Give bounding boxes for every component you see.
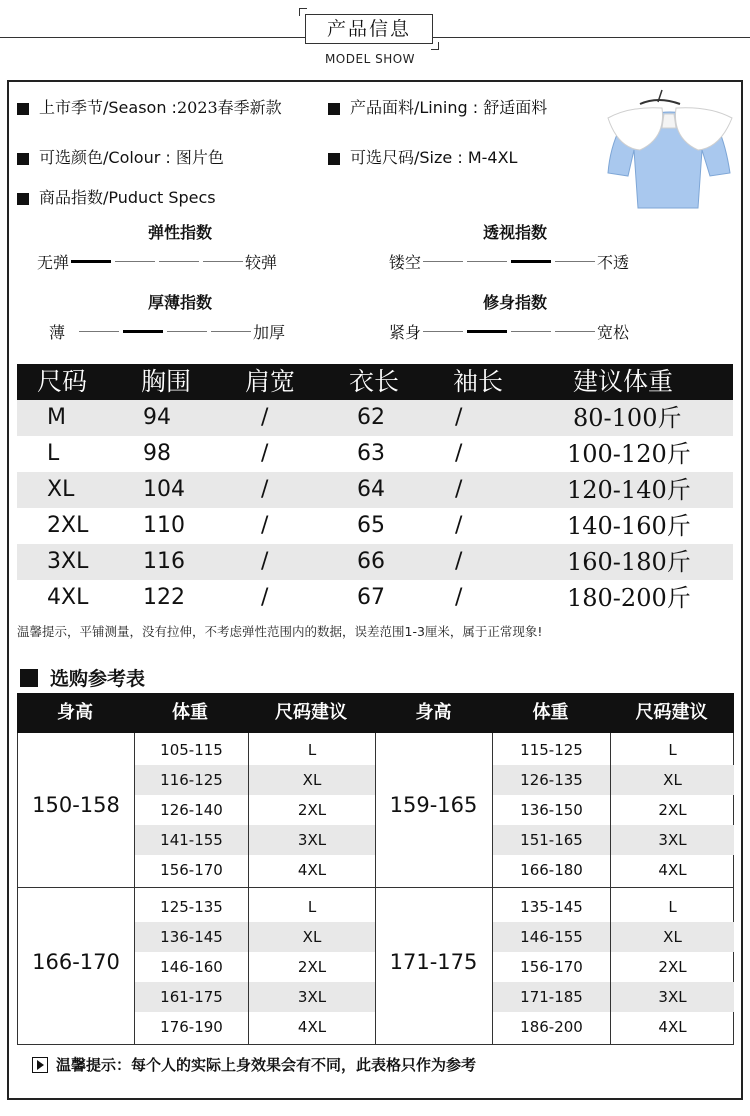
- size-table-row: [17, 436, 733, 472]
- ref-weight-cell: 161-175: [135, 982, 248, 1012]
- size-info: [328, 145, 517, 168]
- thickness-index-title: 厚薄指数: [147, 293, 212, 312]
- size-cell: XL: [47, 477, 75, 502]
- ref-size-cell: XL: [611, 922, 734, 952]
- sleeve-cell: /: [455, 477, 463, 502]
- scale-segment: [79, 331, 119, 332]
- ref-weight-cell: 116-125: [135, 765, 248, 795]
- ref-size-cell: 3XL: [611, 825, 734, 855]
- ref-header-cell: 体重: [172, 702, 208, 723]
- size-table-row: [17, 508, 733, 544]
- length-cell: 65: [357, 513, 385, 538]
- size-value: M-4XL: [467, 148, 518, 167]
- ref-size-cell: XL: [249, 765, 375, 795]
- ref-weight-cell: 146-155: [493, 922, 610, 952]
- chest-cell: 98: [143, 441, 171, 466]
- ref-size-cell: 4XL: [297, 861, 327, 879]
- weight-cell: 80-100斤: [573, 404, 682, 432]
- reference-table: [17, 693, 734, 1045]
- scale-right-label: 加厚: [253, 323, 286, 342]
- size-cell: 2XL: [47, 513, 89, 538]
- bullet-square-icon: [17, 103, 29, 115]
- size-table: [17, 364, 733, 616]
- scale-segment: [423, 261, 463, 262]
- colour-value: 图片色: [175, 148, 224, 167]
- ref-weight-cell: 156-170: [520, 958, 583, 976]
- length-cell: 66: [357, 549, 385, 574]
- fit-scale: [389, 320, 629, 343]
- scale-left-label: 无弹: [37, 253, 70, 272]
- ref-header-cell: 体重: [532, 702, 569, 723]
- scale-right-label: 不透: [597, 253, 630, 272]
- header-subtitle: MODEL SHOW: [324, 52, 416, 66]
- ref-size-cell: 2XL: [658, 801, 687, 819]
- ref-size-cell: L: [307, 741, 317, 759]
- length-cell: 67: [357, 585, 385, 610]
- size-header-cell: 建议体重: [573, 367, 674, 396]
- ref-header-cell: 尺码建议: [635, 702, 708, 723]
- shoulder-cell: /: [261, 585, 269, 610]
- fit-index-title: 修身指数: [482, 293, 547, 312]
- header-title: 产品信息: [326, 18, 411, 40]
- ref-weight-cell: 156-170: [160, 861, 223, 879]
- ref-size-cell: 3XL: [249, 825, 375, 855]
- ref-header-cell: 身高: [415, 702, 452, 723]
- ref-weight-cell: 115-125: [520, 741, 583, 759]
- specs-label: 商品指数/Puduct Specs: [39, 188, 216, 207]
- scale-right-label: 较弹: [245, 253, 278, 272]
- chest-cell: 110: [143, 513, 185, 538]
- season-info: [17, 95, 282, 118]
- weight-cell: 160-180斤: [567, 548, 691, 576]
- shoulder-cell: /: [261, 405, 269, 430]
- size-table-row: [17, 544, 733, 580]
- ref-size-cell: 4XL: [658, 861, 687, 879]
- ref-weight-cell: 126-135: [493, 765, 610, 795]
- weight-cell: 120-140斤: [567, 476, 691, 504]
- weight-cell: 100-120斤: [567, 440, 691, 468]
- ref-height-cell: 159-165: [389, 793, 478, 817]
- scale-right-label: 宽松: [597, 323, 630, 342]
- ref-height-cell: 150-158: [32, 793, 120, 817]
- scale-segment: [555, 331, 595, 332]
- size-cell: 4XL: [47, 585, 89, 610]
- size-table-row: [17, 472, 733, 508]
- lining-value: 舒适面料: [483, 98, 548, 117]
- ref-weight-cell: 136-145: [135, 922, 248, 952]
- size-header-cell: 袖长: [453, 367, 504, 396]
- sleeve-cell: /: [455, 513, 463, 538]
- scale-segment: [467, 330, 507, 333]
- ref-weight-cell: 186-200: [520, 1018, 583, 1036]
- bullet-square-icon: [17, 153, 29, 165]
- season-value: 2023春季新款: [176, 98, 282, 117]
- thickness-scale: [49, 320, 285, 343]
- chest-cell: 94: [143, 405, 171, 430]
- chest-cell: 104: [143, 477, 185, 502]
- bullet-square-icon: [328, 153, 340, 165]
- size-header-cell: 衣长: [349, 367, 400, 396]
- colour-info: [17, 145, 224, 168]
- chest-cell: 122: [143, 585, 185, 610]
- size-label: 可选尺码/Size :: [350, 148, 463, 167]
- size-cell: M: [47, 405, 66, 430]
- ref-weight-cell: 146-160: [160, 958, 223, 976]
- see-through-index-title: 透视指数: [482, 223, 547, 242]
- ref-size-cell: L: [668, 898, 677, 916]
- specs-info: [17, 185, 216, 208]
- ref-size-cell: 4XL: [297, 1018, 327, 1036]
- bullet-square-icon: [17, 193, 29, 205]
- bullet-square-icon: [20, 669, 38, 687]
- ref-weight-cell: 176-190: [160, 1018, 223, 1036]
- ref-weight-cell: 141-155: [135, 825, 248, 855]
- sleeve-cell: /: [455, 405, 463, 430]
- size-table-row: [17, 580, 733, 616]
- scale-segment: [211, 331, 251, 332]
- scale-segment: [71, 260, 111, 263]
- sleeve-cell: /: [455, 585, 463, 610]
- lining-info: [328, 95, 547, 118]
- scale-segment: [159, 261, 199, 262]
- reference-table-body: [17, 733, 734, 1045]
- scale-left-label: 镂空: [389, 253, 422, 272]
- ref-weight-cell: 105-115: [160, 741, 223, 759]
- reference-table-header: [17, 693, 734, 733]
- size-cell: 3XL: [47, 549, 89, 574]
- size-table-header: [17, 364, 733, 400]
- elastic-index-title: 弹性指数: [147, 223, 212, 242]
- length-cell: 63: [357, 441, 385, 466]
- scale-segment: [555, 261, 595, 262]
- size-header-cell: 肩宽: [245, 367, 296, 396]
- ref-size-cell: XL: [249, 922, 375, 952]
- scale-segment: [467, 261, 507, 262]
- size-table-row: [17, 400, 733, 436]
- ref-weight-cell: 166-180: [520, 861, 583, 879]
- bullet-square-icon: [328, 103, 340, 115]
- ref-size-cell: 2XL: [658, 958, 687, 976]
- product-photo: [600, 88, 740, 218]
- elastic-scale: [37, 250, 277, 273]
- lining-label: 产品面料/Lining :: [350, 98, 479, 117]
- play-icon: [32, 1057, 48, 1073]
- scale-segment: [511, 260, 551, 263]
- measurement-note: 温馨提示，平铺测量，没有拉伸，不考虑弹性范围内的数据，误差范围1-3厘米，属于正常现象!: [17, 624, 543, 639]
- shoulder-cell: /: [261, 477, 269, 502]
- header-rule-left: [0, 37, 305, 38]
- scale-segment: [115, 261, 155, 262]
- scale-left-label: 薄: [49, 323, 66, 342]
- ref-weight-cell: 135-145: [520, 898, 583, 916]
- header-rule-right: [433, 37, 750, 38]
- scale-segment: [511, 331, 551, 332]
- season-label: 上市季节/Season :: [39, 98, 177, 117]
- ref-header-cell: 尺码建议: [275, 702, 347, 723]
- ref-weight-cell: 136-150: [520, 801, 583, 819]
- scale-segment: [203, 261, 243, 262]
- scale-segment: [423, 331, 463, 332]
- scale-left-label: 紧身: [389, 323, 422, 342]
- bottom-note-text: 温馨提示：每个人的实际上身效果会有不同，此表格只作为参考: [56, 1056, 477, 1074]
- scale-segment: [123, 330, 163, 333]
- sleeve-cell: /: [455, 441, 463, 466]
- reference-title: [20, 664, 145, 691]
- ref-size-cell: L: [668, 741, 677, 759]
- ref-height-cell: 171-175: [389, 950, 478, 974]
- weight-cell: 140-160斤: [567, 512, 691, 540]
- ref-weight-cell: 126-140: [160, 801, 223, 819]
- weight-cell: 180-200斤: [567, 584, 691, 612]
- sleeve-cell: /: [455, 549, 463, 574]
- ref-size-cell: 3XL: [611, 982, 734, 1012]
- ref-height-cell: 166-170: [32, 950, 120, 974]
- size-cell: L: [47, 441, 60, 466]
- ref-size-cell: 3XL: [249, 982, 375, 1012]
- chest-cell: 116: [143, 549, 185, 574]
- length-cell: 62: [357, 405, 385, 430]
- length-cell: 64: [357, 477, 385, 502]
- colour-label: 可选颜色/Colour :: [39, 148, 171, 167]
- shoulder-cell: /: [261, 441, 269, 466]
- bottom-note: [32, 1054, 476, 1075]
- see-through-scale: [389, 250, 629, 273]
- ref-weight-cell: 125-135: [160, 898, 223, 916]
- size-header-cell: 胸围: [141, 367, 192, 396]
- ref-size-cell: 4XL: [658, 1018, 687, 1036]
- ref-size-cell: L: [307, 898, 317, 916]
- ref-weight-cell: 171-185: [493, 982, 610, 1012]
- reference-title-text: 选购参考表: [50, 668, 146, 690]
- ref-size-cell: XL: [611, 765, 734, 795]
- ref-size-cell: 2XL: [297, 801, 327, 819]
- scale-segment: [167, 331, 207, 332]
- ref-weight-cell: 151-165: [493, 825, 610, 855]
- size-header-cell: 尺码: [37, 367, 88, 396]
- ref-header-cell: 身高: [57, 702, 93, 723]
- ref-size-cell: 2XL: [297, 958, 327, 976]
- shoulder-cell: /: [261, 549, 269, 574]
- shoulder-cell: /: [261, 513, 269, 538]
- page-header: [0, 0, 750, 80]
